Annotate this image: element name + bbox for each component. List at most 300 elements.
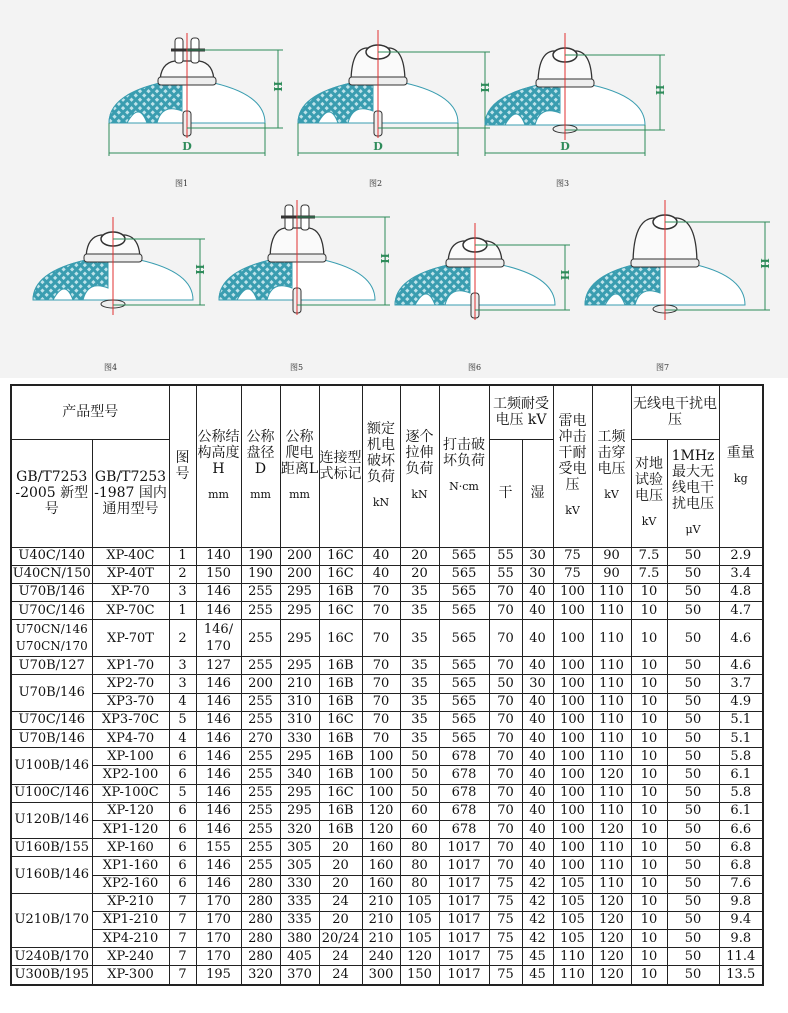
- table-cell: XP2-70: [92, 675, 169, 693]
- table-cell: 3.7: [719, 675, 763, 693]
- table-cell: 270: [241, 730, 280, 748]
- table-cell: 146: [196, 711, 241, 729]
- table-cell: 20: [319, 911, 362, 929]
- table-cell: 120: [400, 948, 439, 966]
- table-cell: XP4-210: [92, 930, 169, 948]
- table-cell: 40: [522, 620, 553, 657]
- cell-new-model: U70CN/146 U70CN/170: [11, 620, 92, 657]
- table-cell: 40: [522, 784, 553, 802]
- table-row: [11, 583, 763, 601]
- table-cell: 50: [667, 930, 719, 948]
- table-cell: 280: [241, 930, 280, 948]
- table-cell: 10: [631, 620, 667, 657]
- table-cell: 210: [362, 893, 400, 911]
- table-cell: XP-70: [92, 583, 169, 601]
- table-cell: 3: [169, 657, 196, 675]
- table-cell: 7: [169, 911, 196, 929]
- table-cell: 50: [667, 893, 719, 911]
- table-row: [11, 857, 763, 875]
- table-cell: 150: [400, 966, 439, 985]
- table-cell: 170: [196, 893, 241, 911]
- table-cell: 16B: [319, 730, 362, 748]
- table-cell: 40: [522, 711, 553, 729]
- table-cell: 5.1: [719, 730, 763, 748]
- table-cell: 40: [522, 802, 553, 820]
- table-cell: 42: [522, 893, 553, 911]
- table-cell: 120: [592, 766, 631, 784]
- table-cell: 7.6: [719, 875, 763, 893]
- table-cell: 20: [319, 875, 362, 893]
- table-cell: 70: [362, 675, 400, 693]
- table-cell: 100: [362, 748, 400, 766]
- table-cell: 3: [169, 583, 196, 601]
- table-cell: 20/24: [319, 930, 362, 948]
- table-cell: 255: [241, 583, 280, 601]
- table-row: [11, 547, 763, 565]
- table-cell: 255: [241, 784, 280, 802]
- cell-new-model: U210B/170: [11, 893, 92, 948]
- cell-new-model: U70B/146: [11, 583, 92, 601]
- table-cell: 10: [631, 730, 667, 748]
- table-cell: 210: [280, 675, 319, 693]
- table-cell: 30: [522, 675, 553, 693]
- figure-label: 图7: [656, 363, 670, 372]
- insulator-diagrams: [0, 0, 788, 378]
- cell-new-model: U100C/146: [11, 784, 92, 802]
- table-cell: 195: [196, 966, 241, 985]
- header-dry: 干: [489, 439, 522, 547]
- table-cell: 10: [631, 583, 667, 601]
- table-cell: 50: [667, 784, 719, 802]
- table-cell: 170: [196, 948, 241, 966]
- table-cell: 110: [592, 730, 631, 748]
- table-cell: 110: [592, 839, 631, 857]
- header-fig-no: 图号: [169, 385, 196, 547]
- header-impact: 打击破坏负荷 N·cm: [439, 385, 489, 547]
- table-cell: 295: [280, 583, 319, 601]
- table-cell: 110: [592, 711, 631, 729]
- table-cell: 170: [196, 911, 241, 929]
- table-cell: 280: [241, 911, 280, 929]
- dim-d-label: D: [182, 140, 192, 153]
- table-cell: 16C: [319, 711, 362, 729]
- table-cell: 105: [553, 875, 592, 893]
- table-cell: 140: [196, 547, 241, 565]
- table-cell: 1017: [439, 839, 489, 857]
- table-cell: 565: [439, 711, 489, 729]
- table-cell: 40: [522, 693, 553, 711]
- table-cell: XP4-70: [92, 730, 169, 748]
- table-cell: 160: [362, 857, 400, 875]
- table-cell: 16C: [319, 620, 362, 657]
- table-cell: 105: [400, 893, 439, 911]
- table-cell: 35: [400, 657, 439, 675]
- table-cell: 565: [439, 583, 489, 601]
- table-cell: 295: [280, 748, 319, 766]
- table-cell: 2: [169, 620, 196, 657]
- table-cell: 110: [592, 784, 631, 802]
- cell-new-model: U100B/146: [11, 748, 92, 784]
- table-cell: 20: [400, 565, 439, 583]
- table-cell: 280: [241, 875, 280, 893]
- cell-new-model: U240B/170: [11, 948, 92, 966]
- table-cell: 42: [522, 911, 553, 929]
- table-cell: 4.6: [719, 620, 763, 657]
- table-cell: 70: [489, 693, 522, 711]
- header-tensile: 逐个拉伸负荷 kN: [400, 385, 439, 547]
- table-cell: 100: [553, 730, 592, 748]
- table-cell: 35: [400, 711, 439, 729]
- table-cell: 340: [280, 766, 319, 784]
- table-cell: 295: [280, 657, 319, 675]
- table-cell: 6: [169, 820, 196, 838]
- table-cell: 146: [196, 748, 241, 766]
- table-cell: 40: [362, 565, 400, 583]
- table-cell: 42: [522, 875, 553, 893]
- table-cell: 110: [592, 657, 631, 675]
- header-new-model: GB/T7253 -2005 新型号: [11, 439, 92, 547]
- table-cell: 75: [553, 565, 592, 583]
- table-cell: 5.1: [719, 711, 763, 729]
- table-cell: 565: [439, 565, 489, 583]
- table-cell: 120: [592, 966, 631, 985]
- table-cell: 678: [439, 766, 489, 784]
- table-row: [11, 730, 763, 748]
- figure-label: 图6: [468, 363, 482, 372]
- table-cell: 7: [169, 966, 196, 985]
- table-cell: 255: [241, 766, 280, 784]
- table-cell: 50: [667, 966, 719, 985]
- dim-h-label: H: [193, 264, 206, 275]
- table-cell: 255: [241, 839, 280, 857]
- table-cell: 3.4: [719, 565, 763, 583]
- table-cell: 50: [667, 657, 719, 675]
- table-cell: XP-300: [92, 966, 169, 985]
- header-weight: 重量 kg: [719, 385, 763, 547]
- table-cell: 678: [439, 802, 489, 820]
- table-cell: 40: [522, 766, 553, 784]
- figure-label: 图4: [104, 363, 118, 372]
- table-cell: 10: [631, 802, 667, 820]
- table-cell: XP1-210: [92, 911, 169, 929]
- table-cell: 10: [631, 657, 667, 675]
- figure-label: 图3: [556, 179, 570, 188]
- table-cell: 9.8: [719, 893, 763, 911]
- table-cell: 295: [280, 620, 319, 657]
- table-cell: 70: [489, 784, 522, 802]
- table-cell: 6: [169, 875, 196, 893]
- header-diameter: 公称盘径D mm: [241, 385, 280, 547]
- table-cell: 10: [631, 893, 667, 911]
- cell-new-model: U160B/155: [11, 839, 92, 857]
- table-cell: 24: [319, 966, 362, 985]
- table-cell: 330: [280, 875, 319, 893]
- table-cell: 50: [667, 711, 719, 729]
- table-cell: 5: [169, 784, 196, 802]
- table-cell: XP-70C: [92, 602, 169, 620]
- table-row: [11, 875, 763, 893]
- table-cell: 100: [553, 839, 592, 857]
- figure-label: 图2: [369, 179, 383, 188]
- table-cell: 255: [241, 693, 280, 711]
- table-cell: 45: [522, 966, 553, 985]
- table-cell: 70: [362, 693, 400, 711]
- table-cell: 295: [280, 802, 319, 820]
- dim-h-label: H: [758, 258, 771, 269]
- table-cell: 565: [439, 730, 489, 748]
- table-cell: 146: [196, 784, 241, 802]
- header-riv-max: 1MHz最大无线电干扰电压 μV: [667, 439, 719, 547]
- table-cell: 127: [196, 657, 241, 675]
- table-cell: 70: [489, 802, 522, 820]
- table-cell: 190: [241, 565, 280, 583]
- table-cell: 300: [362, 966, 400, 985]
- header-old-model: GB/T7253 -1987 国内通用型号: [92, 439, 169, 547]
- table-cell: 120: [592, 893, 631, 911]
- dim-h-label: H: [271, 81, 284, 92]
- table-cell: 5.8: [719, 748, 763, 766]
- table-cell: 105: [553, 911, 592, 929]
- table-cell: 100: [553, 602, 592, 620]
- table-cell: 40: [362, 547, 400, 565]
- cell-new-model: U70B/146: [11, 675, 92, 711]
- table-cell: 105: [553, 930, 592, 948]
- table-cell: 100: [553, 857, 592, 875]
- table-cell: 146: [196, 875, 241, 893]
- table-cell: 146: [196, 857, 241, 875]
- table-cell: 80: [400, 839, 439, 857]
- table-cell: 565: [439, 657, 489, 675]
- table-cell: 7: [169, 948, 196, 966]
- table-cell: 280: [241, 948, 280, 966]
- table-cell: 16B: [319, 748, 362, 766]
- table-cell: 1: [169, 602, 196, 620]
- table-cell: 16C: [319, 602, 362, 620]
- table-cell: XP-40C: [92, 547, 169, 565]
- table-cell: 110: [553, 966, 592, 985]
- table-cell: 35: [400, 675, 439, 693]
- table-cell: 16C: [319, 565, 362, 583]
- table-cell: 565: [439, 693, 489, 711]
- table-cell: 255: [241, 657, 280, 675]
- table-cell: 10: [631, 911, 667, 929]
- table-cell: 16B: [319, 657, 362, 675]
- table-cell: 405: [280, 948, 319, 966]
- header-riv: 无线电干扰电压: [631, 385, 719, 439]
- table-cell: 370: [280, 966, 319, 985]
- table-cell: 146: [196, 802, 241, 820]
- table-cell: 110: [592, 802, 631, 820]
- table-cell: 4.7: [719, 602, 763, 620]
- table-cell: 70: [362, 583, 400, 601]
- table-cell: 100: [362, 784, 400, 802]
- header-riv-test: 对地试验电压 kV: [631, 439, 667, 547]
- dim-d-label: D: [373, 140, 383, 153]
- table-cell: 50: [667, 839, 719, 857]
- table-cell: 120: [592, 930, 631, 948]
- table-cell: 70: [362, 730, 400, 748]
- table-cell: 146: [196, 820, 241, 838]
- table-cell: 678: [439, 784, 489, 802]
- table-cell: 20: [319, 857, 362, 875]
- table-row: [11, 675, 763, 693]
- table-cell: 320: [241, 966, 280, 985]
- figure-label: 图1: [175, 179, 189, 188]
- table-cell: 305: [280, 839, 319, 857]
- table-cell: 100: [553, 620, 592, 657]
- table-cell: 90: [592, 547, 631, 565]
- table-cell: 200: [241, 675, 280, 693]
- table-cell: 100: [553, 675, 592, 693]
- table-cell: 10: [631, 820, 667, 838]
- table-cell: 110: [592, 602, 631, 620]
- table-cell: 70: [489, 657, 522, 675]
- table-cell: XP1-160: [92, 857, 169, 875]
- table-cell: 50: [667, 547, 719, 565]
- table-cell: XP-100C: [92, 784, 169, 802]
- dim-h-label: H: [378, 253, 391, 264]
- table-cell: 10: [631, 948, 667, 966]
- table-cell: 146: [196, 766, 241, 784]
- table-cell: 70: [489, 730, 522, 748]
- table-cell: 110: [592, 675, 631, 693]
- table-cell: 40: [522, 857, 553, 875]
- table-cell: 120: [362, 820, 400, 838]
- table-cell: 146: [196, 693, 241, 711]
- table-cell: 9.8: [719, 930, 763, 948]
- table-cell: 120: [592, 948, 631, 966]
- cell-new-model: U40C/140: [11, 547, 92, 565]
- table-cell: 10: [631, 748, 667, 766]
- table-cell: 1017: [439, 948, 489, 966]
- table-cell: 100: [553, 711, 592, 729]
- table-cell: 678: [439, 748, 489, 766]
- diagram-canvas: [0, 0, 788, 378]
- table-cell: 10: [631, 766, 667, 784]
- table-cell: 10: [631, 675, 667, 693]
- header-creepage: 公称爬电距离L mm: [280, 385, 319, 547]
- header-height: 公称结构高度H mm: [196, 385, 241, 547]
- table-cell: 280: [241, 893, 280, 911]
- table-cell: 50: [667, 875, 719, 893]
- table-cell: 105: [400, 911, 439, 929]
- header-puncture: 工频击穿电压 kV: [592, 385, 631, 547]
- table-cell: 80: [400, 857, 439, 875]
- cell-new-model: U70B/127: [11, 657, 92, 675]
- table-cell: XP2-100: [92, 766, 169, 784]
- table-cell: 678: [439, 820, 489, 838]
- table-cell: 335: [280, 911, 319, 929]
- table-cell: 7: [169, 930, 196, 948]
- table-cell: 30: [522, 565, 553, 583]
- table-cell: 35: [400, 602, 439, 620]
- table-cell: 40: [522, 602, 553, 620]
- table-cell: 11.4: [719, 948, 763, 966]
- table-cell: 50: [667, 730, 719, 748]
- table-cell: 10: [631, 711, 667, 729]
- dim-d-label: D: [560, 140, 570, 153]
- table-cell: 7.5: [631, 565, 667, 583]
- header-lightning: 雷电冲击干耐受电压 kV: [553, 385, 592, 547]
- table-row: [11, 839, 763, 857]
- table-cell: XP-160: [92, 839, 169, 857]
- table-row: [11, 766, 763, 784]
- table-cell: 295: [280, 602, 319, 620]
- table-cell: 210: [362, 930, 400, 948]
- table-cell: 200: [280, 547, 319, 565]
- table-cell: 45: [522, 948, 553, 966]
- table-cell: 2: [169, 565, 196, 583]
- table-cell: 10: [631, 693, 667, 711]
- table-cell: 70: [362, 711, 400, 729]
- table-cell: 16C: [319, 784, 362, 802]
- table-cell: XP3-70C: [92, 711, 169, 729]
- table-cell: 565: [439, 675, 489, 693]
- table-row: [11, 620, 763, 657]
- table-cell: 75: [489, 911, 522, 929]
- table-cell: 40: [522, 657, 553, 675]
- table-cell: XP1-70: [92, 657, 169, 675]
- table-cell: 255: [241, 802, 280, 820]
- table-cell: 75: [553, 547, 592, 565]
- table-cell: 120: [592, 820, 631, 838]
- table-row: [11, 784, 763, 802]
- table-cell: 100: [553, 802, 592, 820]
- table-cell: 50: [667, 820, 719, 838]
- table-cell: XP3-70: [92, 693, 169, 711]
- table-cell: 6.8: [719, 839, 763, 857]
- table-cell: 320: [280, 820, 319, 838]
- table-cell: 6.1: [719, 766, 763, 784]
- table-cell: 70: [489, 839, 522, 857]
- table-cell: 70: [489, 748, 522, 766]
- table-cell: 1017: [439, 911, 489, 929]
- table-cell: XP-240: [92, 948, 169, 966]
- table-cell: 2.9: [719, 547, 763, 565]
- table-cell: 4.9: [719, 693, 763, 711]
- table-row: [11, 602, 763, 620]
- table-cell: 4.6: [719, 657, 763, 675]
- table-cell: 70: [489, 620, 522, 657]
- table-cell: 10: [631, 784, 667, 802]
- table-cell: 4: [169, 730, 196, 748]
- table-cell: 7: [169, 893, 196, 911]
- table-cell: 190: [241, 547, 280, 565]
- table-cell: 16B: [319, 820, 362, 838]
- header-product-model: 产品型号: [11, 385, 169, 439]
- table-cell: 100: [553, 693, 592, 711]
- table-cell: 50: [667, 911, 719, 929]
- table-row: [11, 911, 763, 929]
- table-cell: 42: [522, 930, 553, 948]
- table-cell: 35: [400, 583, 439, 601]
- table-cell: 20: [319, 839, 362, 857]
- table-cell: 105: [400, 930, 439, 948]
- table-cell: 10: [631, 857, 667, 875]
- table-cell: 70: [362, 620, 400, 657]
- table-row: [11, 948, 763, 966]
- table-row: [11, 657, 763, 675]
- table-cell: 70: [489, 583, 522, 601]
- table-cell: 50: [489, 675, 522, 693]
- table-cell: 50: [667, 675, 719, 693]
- table-cell: 105: [553, 893, 592, 911]
- cell-new-model: U70C/146: [11, 711, 92, 729]
- cell-new-model: U70B/146: [11, 730, 92, 748]
- table-cell: 55: [489, 547, 522, 565]
- table-cell: 24: [319, 948, 362, 966]
- table-cell: 70: [362, 602, 400, 620]
